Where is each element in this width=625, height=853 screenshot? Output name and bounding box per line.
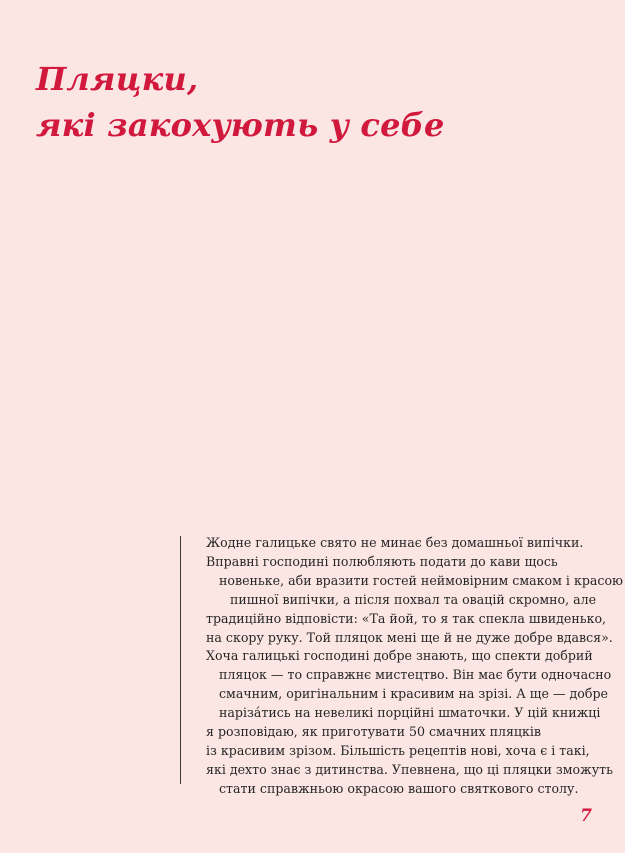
intro-paragraph [190, 534, 623, 799]
paragraph-line: новеньке, аби вразити гостей неймовірним смаком і красою [219, 572, 623, 588]
paragraph-line: стати справжньою окрасою вашого святкового столу. [219, 780, 579, 796]
paragraph-line: Жодне галицьке свято не минає без домашньої випічки. [206, 535, 584, 550]
paragraph-line: на скору руку. Той пляцок мені ще й не дуже добре вдався». [206, 629, 613, 645]
vertical-rule [180, 536, 181, 784]
paragraph-line: Хоча галицькі господині добре знають, що спекти добрий [206, 648, 593, 664]
paragraph-line: із красивим зрізом. Більшість рецептів нові, хоча є і такі, [206, 742, 590, 758]
paragraph-line: пишної випічки, а після похвал та овацій скромно, але [230, 591, 597, 607]
paragraph-line: Вправні господині полюбляють подати до кави щось [206, 553, 558, 569]
paragraph-line: смачним, оригінальним і красивим на зрізі. А ще — добре [219, 686, 608, 702]
title-line-2: які закохують у себе [36, 106, 445, 144]
paragraph-line: пляцок — то справжнє мистецтво. Він має бути одночасно [219, 667, 612, 683]
page-number: 7 [580, 806, 592, 826]
page-title [36, 56, 445, 148]
paragraph-line: я розповідаю, як приготувати 50 смачних пляцків [206, 724, 542, 740]
paragraph-line: традиційно відповісти: «Та йой, то я так спекла швиденько, [206, 610, 607, 626]
paragraph-line: наріза́тись на невеликі порційні шматочки. У цій книжці [219, 705, 601, 721]
title-line-1: Пляцки, [36, 60, 199, 98]
paragraph-line: які дехто знає з дитинства. Упевнена, що ці пляцки зможуть [206, 761, 613, 777]
